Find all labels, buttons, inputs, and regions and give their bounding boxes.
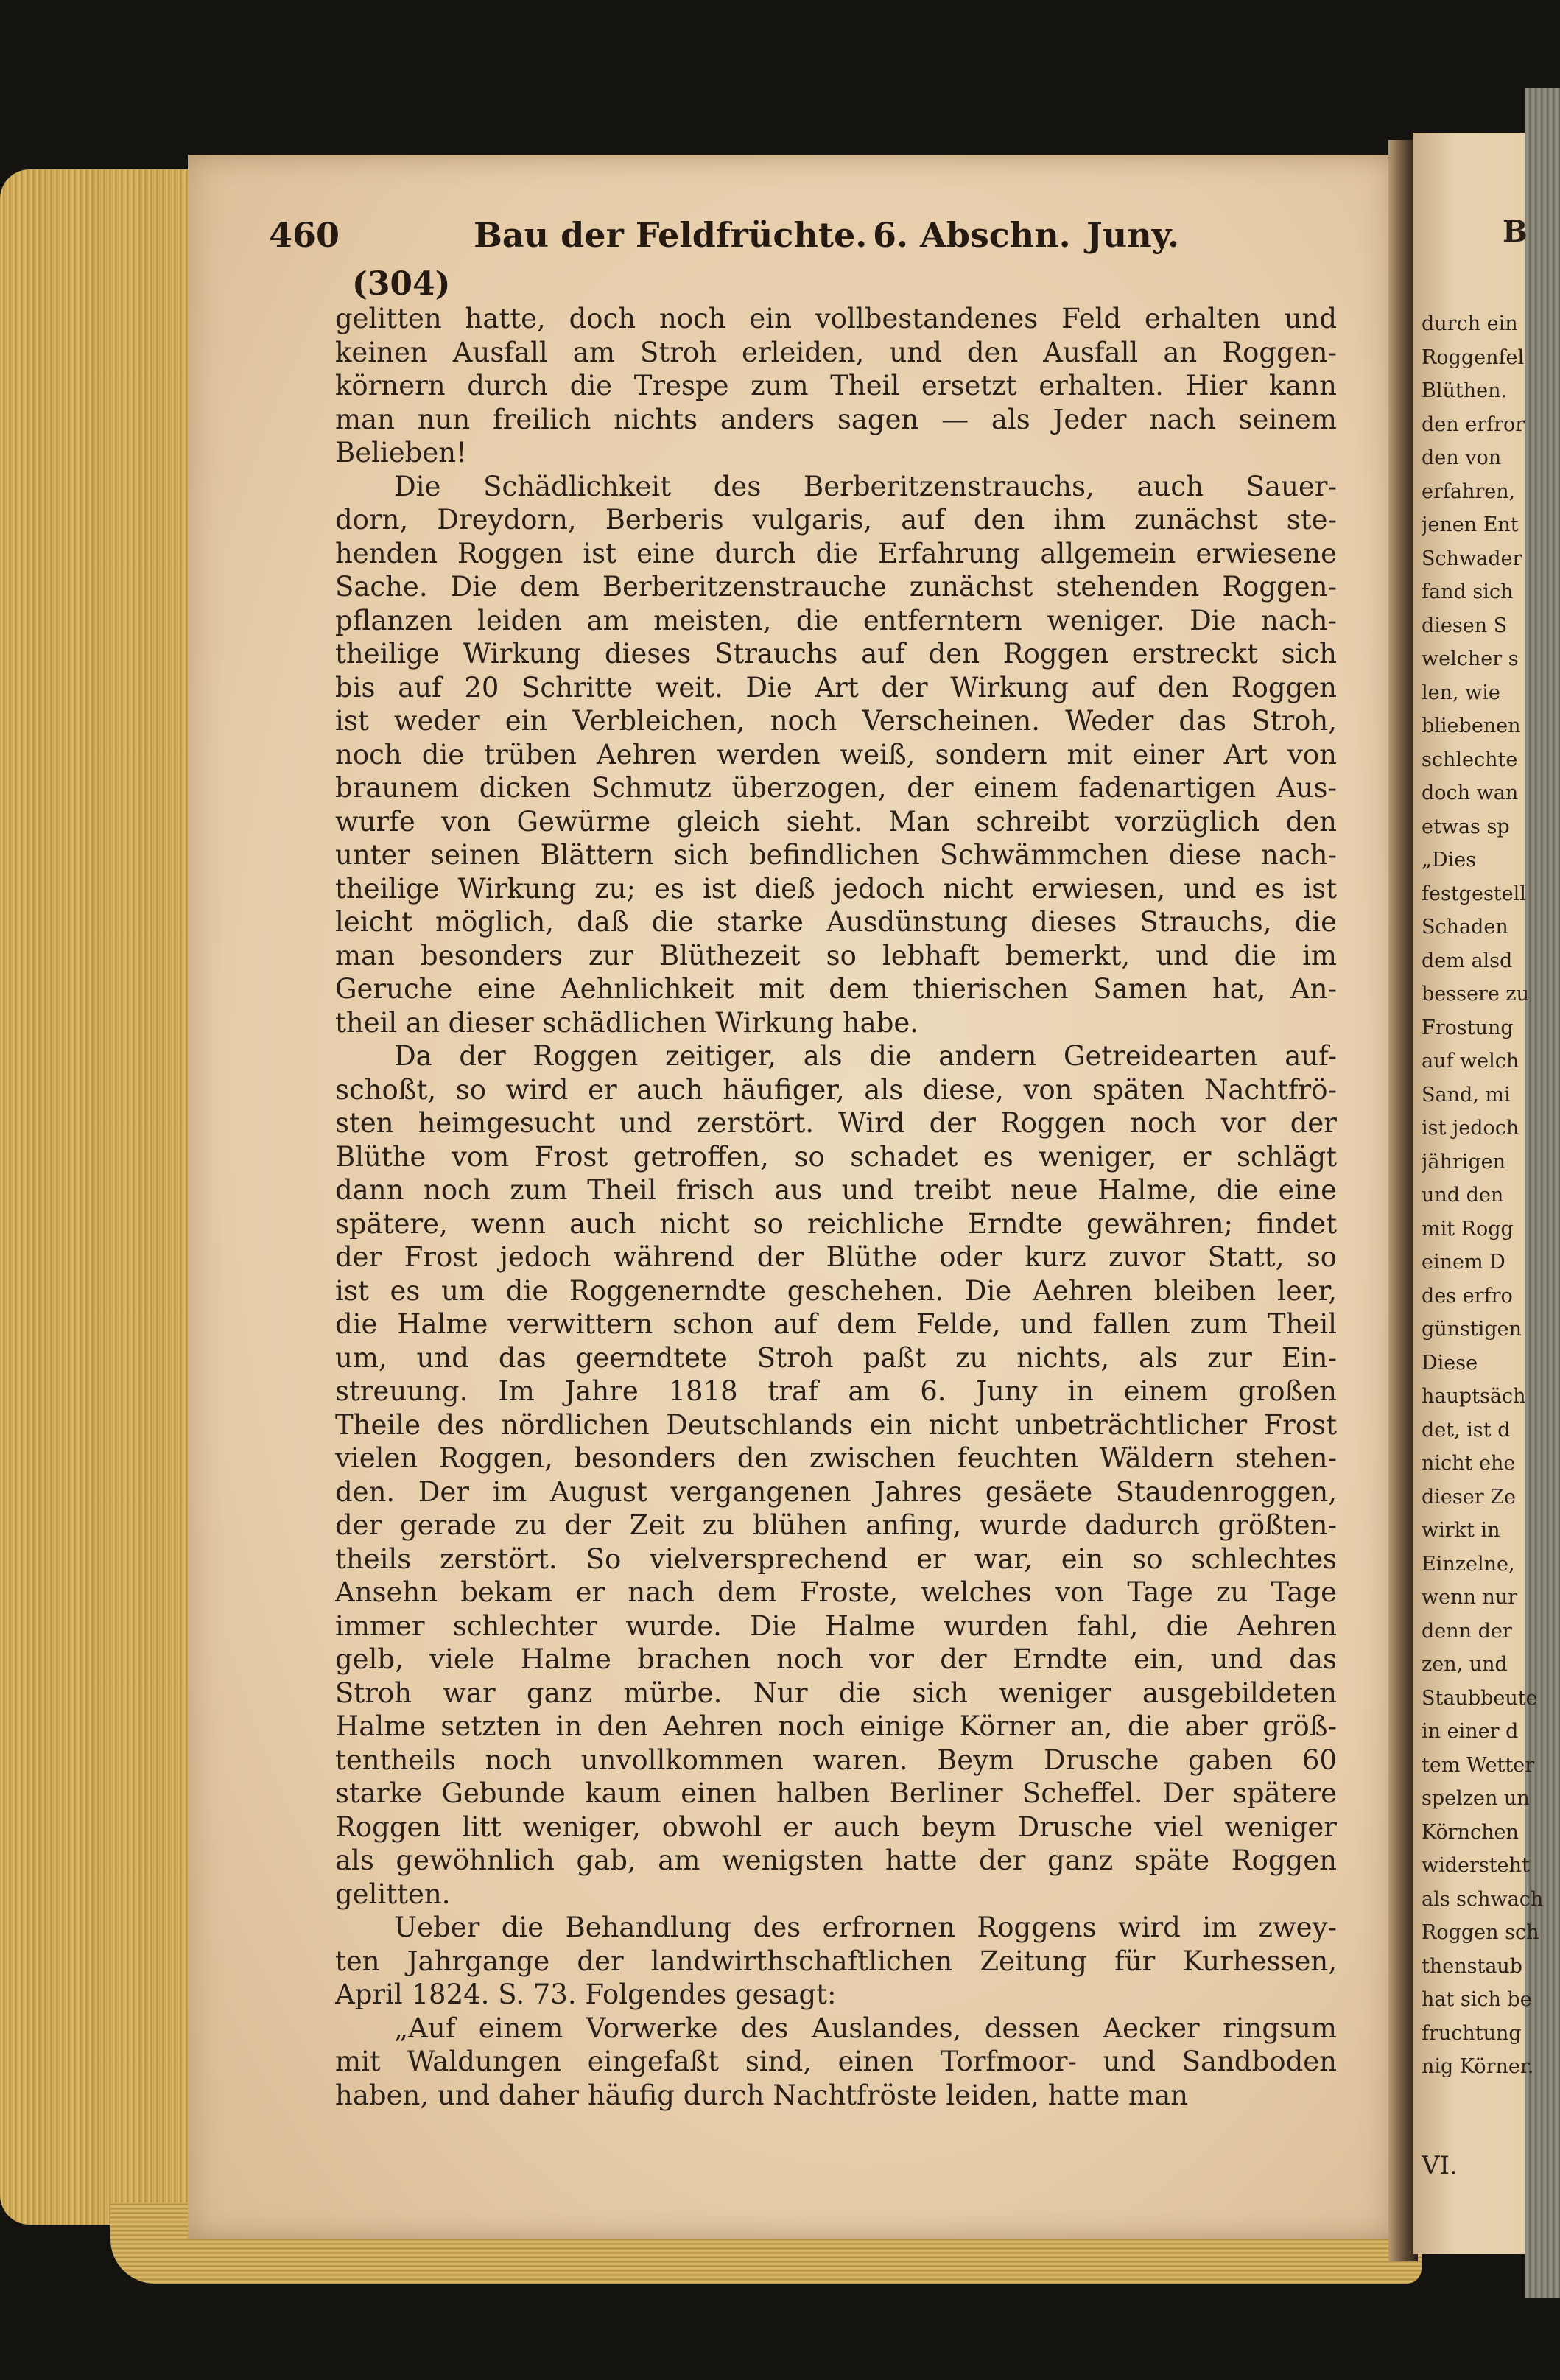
- text-line: keinen Ausfall am Stroh erleiden, und den Ausfall an Roggen-: [335, 336, 1337, 368]
- text-line: gelitten hatte, doch noch ein vollbestandenes Feld erhalten und: [335, 303, 1337, 334]
- right-page-signature: VI.: [1422, 2151, 1458, 2180]
- right-page-fragment: Roggenfel: [1422, 345, 1525, 369]
- text-line: Da der Roggen zeitiger, als die andern Getreidearten auf-: [394, 1040, 1337, 1072]
- text-line: mit Waldungen eingefaßt sind, einen Torfmoor- und Sandboden: [335, 2046, 1337, 2077]
- right-page-fragment: Diese: [1422, 1351, 1478, 1375]
- right-page-running-head: B: [1503, 217, 1528, 247]
- right-page-fragment: denn der: [1422, 1619, 1512, 1643]
- right-page-fragment: fruchtung: [1422, 2021, 1522, 2045]
- main-text-block: [335, 302, 1337, 2112]
- right-page-fragment: diesen S: [1422, 614, 1508, 637]
- text-line: gelitten.: [335, 1878, 451, 1910]
- right-page-fragment: jährigen: [1422, 1150, 1506, 1173]
- right-page-fragment: thenstaub: [1422, 1954, 1523, 1978]
- right-page-fragment: hat sich be: [1422, 1988, 1532, 2011]
- text-line: dann noch zum Theil frisch aus und treibt neue Halme, die eine: [335, 1174, 1337, 1206]
- text-line: ist es um die Roggenerndte geschehen. Die Aehren bleiben leer,: [335, 1274, 1337, 1307]
- right-page-fragment: wenn nur: [1422, 1586, 1518, 1609]
- right-page-fragment: günstigen: [1422, 1318, 1522, 1341]
- right-page-fragment: dieser Ze: [1422, 1485, 1516, 1509]
- text-line: April 1824. S. 73. Folgendes gesagt:: [335, 1979, 837, 2010]
- running-head: [269, 215, 1366, 259]
- text-line: Ueber die Behandlung des erfrornen Roggens wird im zwey-: [394, 1912, 1337, 1943]
- right-page-fragment: erfahren,: [1422, 480, 1516, 503]
- page-number: 460: [269, 215, 340, 255]
- text-line: vielen Roggen, besonders den zwischen feuchten Wäldern stehen-: [335, 1442, 1337, 1474]
- right-page-fragment: Roggen sch: [1422, 1921, 1539, 1944]
- right-page-fragment: det, ist d: [1422, 1418, 1511, 1442]
- right-page-fragment: Schaden: [1422, 916, 1508, 938]
- right-page-fragment: zen, und: [1422, 1653, 1508, 1676]
- text-line: braunem dicken Schmutz überzogen, der einem fadenartigen Aus-: [335, 772, 1337, 804]
- text-line: spätere, wenn auch nicht so reichliche Erndte gewähren; findet: [335, 1207, 1337, 1240]
- text-line: der Frost jedoch während der Blüthe oder kurz zuvor Statt, so: [335, 1241, 1337, 1273]
- text-line: tentheils noch unvollkommen waren. Beym Drusche gaben 60: [335, 1744, 1337, 1776]
- text-line: um, und das geerndtete Stroh paßt zu nichts, als zur Ein-: [335, 1341, 1337, 1374]
- text-line: unter seinen Blättern sich befindlichen Schwämmchen diese nach-: [335, 839, 1337, 871]
- text-line: gelb, viele Halme brachen noch vor der Erndte ein, und das: [335, 1643, 1337, 1675]
- text-line: Geruche eine Aehnlichkeit mit dem thierischen Samen hat, An-: [335, 973, 1337, 1005]
- text-line: Stroh war ganz mürbe. Nur die sich weniger ausgebildeten: [335, 1677, 1337, 1709]
- text-line: dorn, Dreydorn, Berberis vulgaris, auf den ihm zunächst ste-: [335, 504, 1337, 536]
- right-page-fragment: in einer d: [1422, 1720, 1519, 1743]
- text-line: ist weder ein Verbleichen, noch Verscheinen. Weder das Stroh,: [335, 705, 1337, 737]
- text-line: theilige Wirkung dieses Strauchs auf den Roggen erstreckt sich: [335, 638, 1337, 670]
- text-line: haben, und daher häufig durch Nachtfröste leiden, hatte man: [335, 2079, 1188, 2111]
- right-page-fragment: doch wan: [1422, 782, 1519, 804]
- text-line: Die Schädlichkeit des Berberitzenstrauchs, auch Sauer-: [394, 470, 1337, 502]
- right-page-fragment: „Dies: [1422, 849, 1477, 871]
- right-page-fragment: festgestell: [1422, 882, 1526, 905]
- right-page-fragment: den erfror: [1422, 413, 1525, 436]
- right-page-fragment: als schwach: [1422, 1887, 1544, 1911]
- right-page-fragment: Körnchen: [1422, 1820, 1519, 1844]
- right-page-fragment: spelzen un: [1422, 1787, 1530, 1810]
- right-page-fragment: bessere zu: [1422, 983, 1530, 1005]
- right-page-fragment: jenen Ent: [1422, 513, 1519, 536]
- right-page-fragment: welcher s: [1422, 647, 1519, 670]
- text-line: Theile des nördlichen Deutschlands ein nicht unbeträchtlicher Frost: [335, 1408, 1337, 1441]
- text-line: theil an dieser schädlichen Wirkung habe.: [335, 1006, 919, 1039]
- right-page-fragment: auf welch: [1422, 1050, 1519, 1073]
- text-line: Roggen litt weniger, obwohl er auch beym Drusche viel weniger: [335, 1811, 1337, 1843]
- right-page-fragment: des erfro: [1422, 1284, 1513, 1307]
- running-section: 6. Abschn.: [873, 215, 1071, 255]
- text-line: schoßt, so wird er auch häufiger, als diese, von späten Nachtfrö-: [335, 1073, 1337, 1106]
- text-line: man nun freilich nichts anders sagen — als Jeder nach seinem: [335, 403, 1337, 435]
- right-page-fragment: nicht ehe: [1422, 1452, 1516, 1475]
- right-page-fragment: den von: [1422, 446, 1502, 469]
- running-title: Bau der Feldfrüchte.: [474, 215, 868, 255]
- text-line: pflanzen leiden am meisten, die entferntern weniger. Die nach-: [335, 604, 1337, 636]
- text-line: wurfe von Gewürme gleich sieht. Man schreibt vorzüglich den: [335, 805, 1337, 838]
- right-page-fragment: Blüthen.: [1422, 379, 1508, 402]
- right-page-fragment: einem D: [1422, 1251, 1505, 1274]
- text-line: Belieben!: [335, 437, 467, 468]
- right-page-fragment: tem Wetter: [1422, 1753, 1535, 1777]
- text-line: Halme setzten in den Aehren noch einige Körner an, die aber größ-: [335, 1710, 1337, 1742]
- right-page-fragment: dem alsd: [1422, 949, 1513, 972]
- right-page-fragment: etwas sp: [1422, 815, 1510, 838]
- right-page-fragment: bliebenen: [1422, 715, 1521, 737]
- text-line: Ansehn bekam er nach dem Froste, welches von Tage zu Tage: [335, 1576, 1337, 1608]
- text-line: die Halme verwittern schon auf dem Felde, und fallen zum Theil: [335, 1308, 1337, 1340]
- right-page-fragment: Staubbeute: [1422, 1686, 1538, 1710]
- right-page-fragment: fand sich: [1422, 580, 1514, 603]
- page-edges-left: [0, 169, 192, 2225]
- right-page-fragment: len, wie: [1422, 681, 1500, 704]
- text-line: „Auf einem Vorwerke des Auslandes, dessen Aecker ringsum: [394, 2012, 1337, 2044]
- right-page-fragment: Frostung: [1422, 1016, 1514, 1039]
- text-line: streuung. Im Jahre 1818 traf am 6. Juny in einem großen: [335, 1375, 1337, 1407]
- right-page-fragment: ist jedoch: [1422, 1117, 1519, 1140]
- running-month: Juny.: [1086, 215, 1180, 255]
- right-page-fragment: Sand, mi: [1422, 1083, 1511, 1106]
- text-line: als gewöhnlich gab, am wenigsten hatte der ganz späte Roggen: [335, 1844, 1337, 1876]
- text-line: Sache. Die dem Berberitzenstrauche zunächst stehenden Roggen-: [335, 571, 1337, 603]
- side-page-number: (304): [352, 265, 451, 303]
- text-line: immer schlechter wurde. Die Halme wurden fahl, die Aehren: [335, 1610, 1337, 1642]
- right-page-fragment: nig Körner.: [1422, 2055, 1534, 2078]
- right-page-fragment: durch ein: [1422, 312, 1518, 335]
- text-line: den. Der im August vergangenen Jahres gesäete Staudenroggen,: [335, 1475, 1337, 1508]
- text-line: noch die trüben Aehren werden weiß, sondern mit einer Art von: [335, 738, 1337, 770]
- right-page-fragment: mit Rogg: [1422, 1217, 1514, 1240]
- text-line: der gerade zu der Zeit zu blühen anfing, wurde dadurch größten-: [335, 1509, 1337, 1541]
- right-page-fragment: und den: [1422, 1184, 1504, 1207]
- text-line: theils zerstört. So vielversprechend er war, ein so schlechtes: [335, 1542, 1337, 1575]
- right-page-fragment: widersteht: [1422, 1854, 1530, 1877]
- text-line: bis auf 20 Schritte weit. Die Art der Wirkung auf den Roggen: [335, 671, 1337, 703]
- text-line: man besonders zur Blüthezeit so lebhaft bemerkt, und die im: [335, 939, 1337, 972]
- text-line: sten heimgesucht und zerstört. Wird der Roggen noch vor der: [335, 1107, 1337, 1139]
- text-line: ten Jahrgange der landwirthschaftlichen Zeitung für Kurhessen,: [335, 1945, 1337, 1977]
- text-line: starke Gebunde kaum einen halben Berliner Scheffel. Der spätere: [335, 1777, 1337, 1809]
- text-line: leicht möglich, daß die starke Ausdünstung dieses Strauchs, die: [335, 906, 1337, 938]
- text-line: körnern durch die Trespe zum Theil ersetzt erhalten. Hier kann: [335, 370, 1337, 401]
- text-line: Blüthe vom Frost getroffen, so schadet es weniger, er schlägt: [335, 1140, 1337, 1173]
- text-line: theilige Wirkung zu; es ist dieß jedoch nicht erwiesen, und es ist: [335, 872, 1337, 905]
- right-page-fragment: Schwader: [1422, 547, 1522, 570]
- right-page-fragment: schlechte: [1422, 748, 1518, 771]
- text-line: henden Roggen ist eine durch die Erfahrung allgemein erwiesene: [335, 537, 1337, 569]
- right-page-fragment: hauptsäch: [1422, 1385, 1526, 1408]
- right-page-fragment: wirkt in: [1422, 1519, 1500, 1542]
- right-page-fragment: Einzelne,: [1422, 1552, 1515, 1576]
